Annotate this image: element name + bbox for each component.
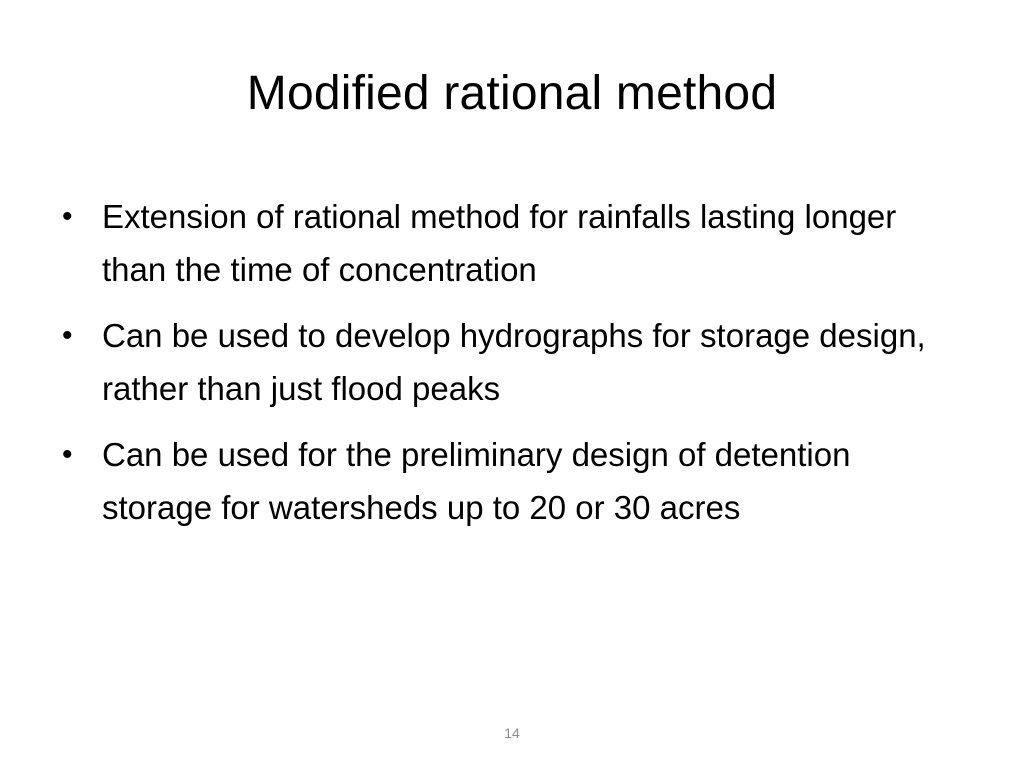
slide-title: Modified rational method: [246, 67, 778, 120]
bullet-dot-icon: •: [62, 319, 73, 352]
bullet-text: Can be used for the preliminary design of detention storage for watersheds up to 20 or 30 acres: [102, 436, 851, 526]
bullet-dot-icon: •: [62, 200, 73, 233]
bullet-item: [62, 190, 942, 296]
bullet-item: [62, 428, 942, 534]
page-number: 14: [504, 725, 520, 741]
bullet-dot-icon: •: [62, 438, 73, 471]
bullet-item: [62, 309, 942, 415]
bullet-text: Can be used to develop hydrographs for storage design, rather than just flood peaks: [102, 317, 926, 407]
bullet-list: [62, 190, 942, 547]
bullet-text: Extension of rational method for rainfalls lasting longer than the time of concentration: [102, 198, 897, 288]
